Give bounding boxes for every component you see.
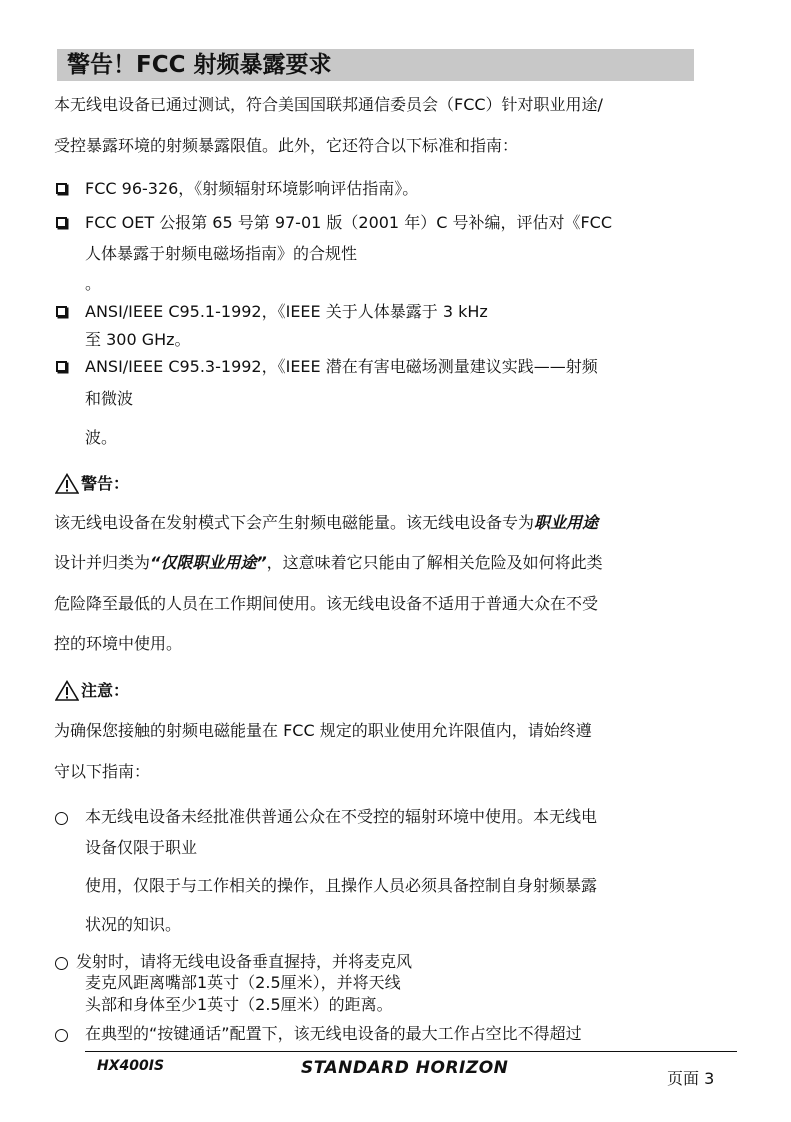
standard-2-line-2: 人体暴露于射频电磁场指南》的合规性 (85, 244, 358, 263)
standard-3-line-2: 至 300 GHz。 (85, 330, 191, 349)
caution-line-2: 守以下指南： (54, 762, 151, 781)
footer-rule (85, 1051, 737, 1052)
standard-4-line-2: 和微波 (85, 389, 134, 408)
occupational-only-emphasis: “仅限职业用途” (150, 553, 267, 572)
page-title: 警告！FCC 射频暴露要求 (67, 52, 332, 78)
warning-line-4: 控的环境中使用。 (54, 634, 183, 653)
standard-4-line-3: 波。 (85, 428, 118, 447)
brand-logo: STANDARD HORIZON (301, 1058, 509, 1078)
circle-bullet-icon (55, 812, 68, 825)
caution-heading: 注意： (81, 681, 130, 700)
guideline-1-line-3: 使用，仅限于与工作相关的操作，且操作人员必须具备控制自身射频暴露 (85, 876, 598, 895)
model-name: HX400IS (97, 1058, 165, 1074)
caution-line-1: 为确保您接触的射频电磁能量在 FCC 规定的职业使用允许限值内，请始终遵 (54, 721, 592, 740)
checkbox-bullet-icon (56, 306, 67, 317)
guideline-2-line-3: 头部和身体至少1英寸（2.5厘米）的距离。 (85, 995, 393, 1014)
standard-3-line-1: ANSI/IEEE C95.1-1992，《IEEE 关于人体暴露于 3 kHz (85, 302, 488, 321)
warning-line-1 (54, 513, 598, 533)
title-bar (57, 49, 694, 81)
standard-4-line-1: ANSI/IEEE C95.3-1992，《IEEE 潜在有害电磁场测量建议实践——射频 (85, 357, 598, 376)
intro-line-2: 受控暴露环境的射频暴露限值。此外，它还符合以下标准和指南： (54, 136, 519, 155)
checkbox-bullet-icon (56, 217, 67, 228)
guideline-2-line-2: 麦克风距离嘴部1英寸（2.5厘米），并将天线 (85, 973, 401, 992)
page-number: 页面 3 (667, 1069, 715, 1088)
circle-bullet-icon (55, 1029, 68, 1042)
warning-text: ，这意味着它只能由了解相关危险及如何将此类 (266, 553, 603, 572)
warning-triangle-icon (55, 473, 79, 494)
occupational-use-emphasis: 职业用途 (534, 513, 599, 532)
guideline-3-line-1: 在典型的“按键通话”配置下，该无线电设备的最大工作占空比不得超过 (85, 1024, 582, 1043)
standard-1-line-1: FCC 96-326，《射频辐射环境影响评估指南》。 (85, 179, 419, 198)
guideline-1-line-4: 状况的知识。 (85, 915, 182, 934)
circle-bullet-icon (55, 957, 68, 970)
warning-line-2 (54, 553, 603, 573)
warning-text: 设计并归类为 (54, 553, 151, 572)
warning-line-3: 危险降至最低的人员在工作期间使用。该无线电设备不适用于普通大众在不受 (54, 594, 599, 613)
guideline-1-line-2: 设备仅限于职业 (85, 838, 198, 857)
warning-heading: 警告： (81, 474, 130, 493)
guideline-1-line-1: 本无线电设备未经批准供普通公众在不受控的辐射环境中使用。本无线电 (85, 807, 598, 826)
checkbox-bullet-icon (56, 361, 67, 372)
warning-text: 该无线电设备在发射模式下会产生射频电磁能量。该无线电设备专为 (54, 513, 535, 532)
guideline-2-line-1: 发射时，请将无线电设备垂直握持，并将麦克风 (76, 952, 413, 971)
standard-2-line-3: 。 (85, 274, 102, 293)
checkbox-bullet-icon (56, 183, 67, 194)
intro-line-1: 本无线电设备已通过测试，符合美国国联邦通信委员会（FCC）针对职业用途/ (54, 95, 603, 114)
caution-triangle-icon (55, 680, 79, 701)
standard-2-line-1: FCC OET 公报第 65 号第 97-01 版（2001 年）C 号补编，评估对《FCC (85, 213, 613, 232)
